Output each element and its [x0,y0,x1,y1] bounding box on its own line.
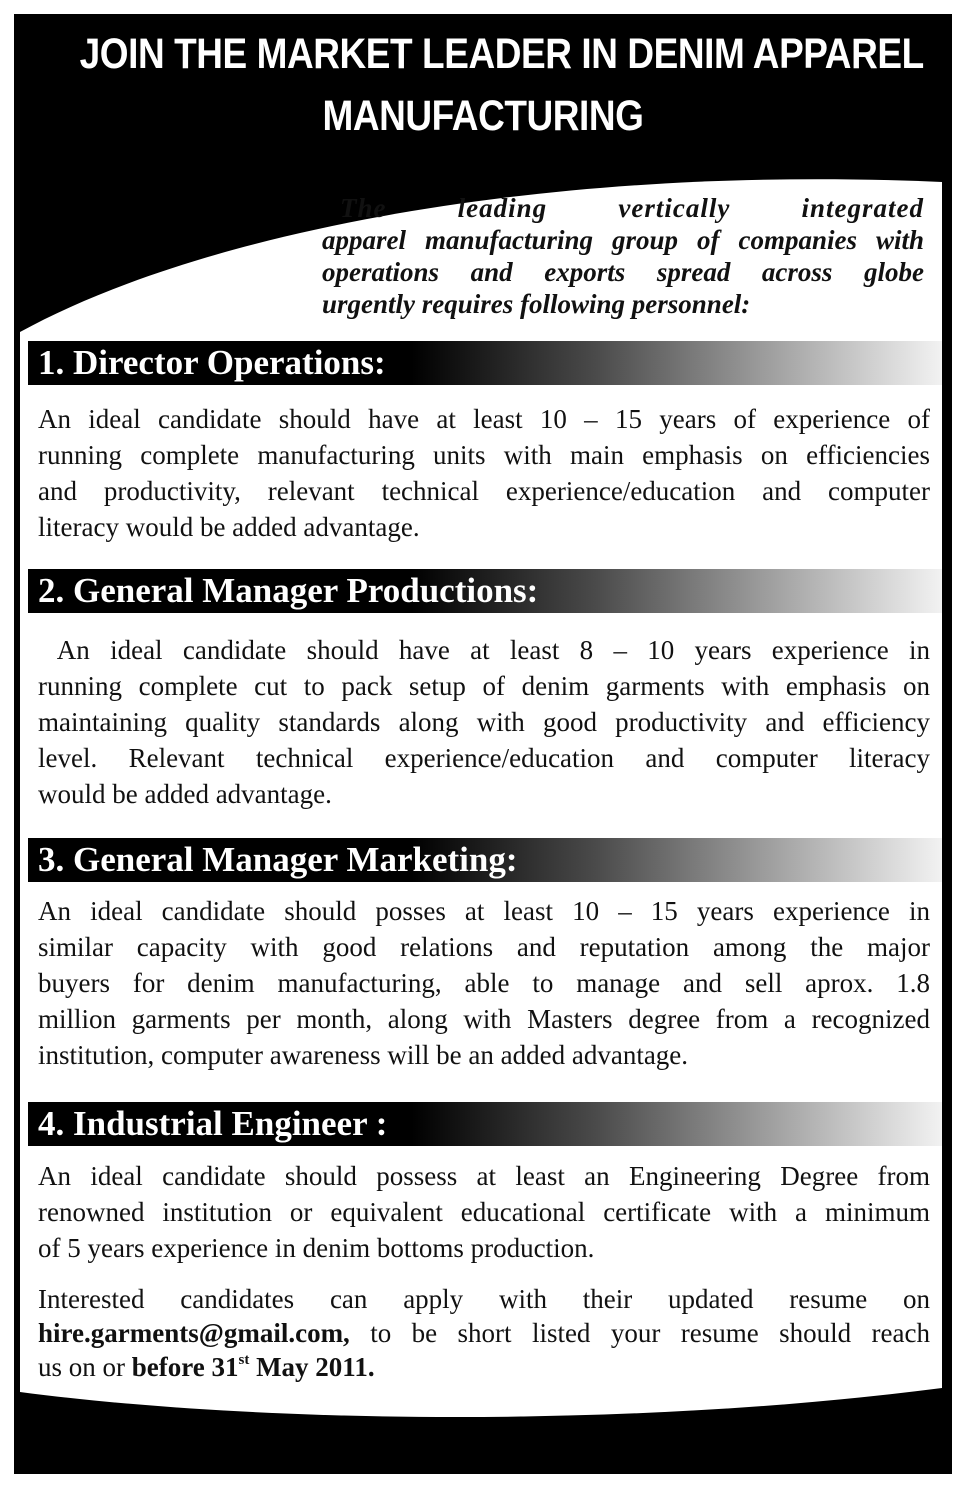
deadline-text: before 31 [131,1352,239,1382]
position-description-industrial-engineer [38,1158,930,1266]
description-line: An ideal candidate should have at least 10 – 15 years of experience of [38,404,930,434]
position-description-director-operations [38,401,930,545]
description-line: An ideal candidate should posses at least 10 – 15 years experience in [38,896,930,926]
application-instructions [38,1282,930,1384]
position-heading-director-operations [28,341,942,385]
position-heading-text: 1. Director Operations: [38,343,386,382]
intro-line: The leading vertically integrated [340,193,924,223]
intro-line: operations and exports spread across globe [322,257,924,287]
apply-line-text: to be short listed your resume should reach [349,1318,930,1348]
description-line: million garments per month, along with Masters degree from a recognized [38,1004,930,1034]
description-line: similar capacity with good relations and reputation among the major [38,932,930,962]
deadline [132,1352,375,1382]
description-line: literacy would be added advantage. [38,512,420,542]
description-line: of 5 years experience in denim bottoms production. [38,1233,595,1263]
position-description-gm-productions [38,632,930,812]
description-line: running complete manufacturing units with main emphasis on efficiencies [38,440,930,470]
intro-line: urgently requires following personnel: [322,289,751,319]
apply-line: Interested candidates can apply with their updated resume on [38,1284,930,1314]
apply-line-text: us on or [38,1352,132,1382]
position-heading-gm-productions [28,569,942,613]
position-heading-text: 4. Industrial Engineer : [38,1104,388,1143]
description-line: would be added advantage. [38,779,332,809]
description-line: running complete cut to pack setup of denim garments with emphasis on [38,671,930,701]
position-heading-gm-marketing [28,838,942,882]
headline-line-2: MANUFACTURING [322,92,644,140]
position-heading-text: 3. General Manager Marketing: [38,840,518,879]
description-line: and productivity, relevant technical experience/education and computer [38,476,930,506]
apply-line [38,1350,930,1384]
description-line: buyers for denim manufacturing, able to manage and sell aprox. 1.8 [38,968,930,998]
description-line: maintaining quality standards along with good productivity and efficiency [38,707,930,737]
email-link[interactable]: hire.garments@gmail.com, [38,1318,350,1348]
intro-paragraph [322,192,924,320]
deadline-ordinal: st [238,1352,250,1368]
headline-line-1: JOIN THE MARKET LEADER IN DENIM APPAREL [79,30,924,78]
apply-line [38,1316,930,1350]
position-description-gm-marketing [38,893,930,1073]
deadline-text: May 2011. [249,1352,375,1382]
description-line: level. Relevant technical experience/education and computer literacy [38,743,930,773]
description-line: institution, computer awareness will be an added advantage. [38,1040,689,1070]
intro-line: apparel manufacturing group of companies with [322,225,924,255]
position-heading-text: 2. General Manager Productions: [38,571,539,610]
description-line: An ideal candidate should possess at least an Engineering Degree from [38,1161,930,1191]
position-heading-industrial-engineer [28,1102,942,1146]
description-line: renowned institution or equivalent educational certificate with a minimum [38,1197,930,1227]
description-line: An ideal candidate should have at least 8 – 10 years experience in [38,635,930,665]
